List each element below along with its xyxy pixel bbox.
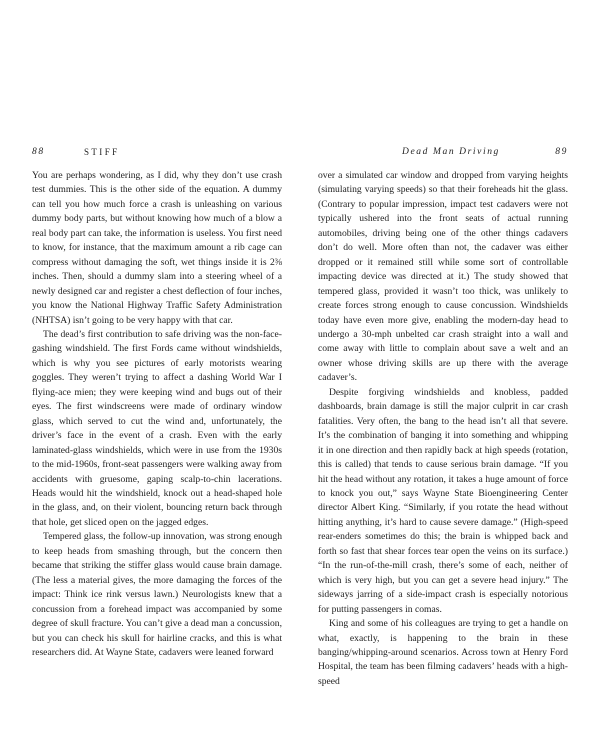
right-paragraph-3: King and some of his colleagues are trying to get a handle on what, exactly, is happening to the brain in these banging/whipping-around scenarios. Across town at Henry Ford Hospital, the team has been filming cadavers’ heads with a high-speed: [318, 618, 568, 687]
left-paragraph-1: You are perhaps wondering, as I did, why they don’t use crash test dummies. This is the other side of the equation. A dummy can tell you how much force a crash is unleashing on various dummy body parts, but without knowing how much of a blow a real body part can take, the information is useless. You first need to know, for instance, that the maximum amount a rib cage can compress without damaging the soft, wet things inside it is 2⅜ inches. Then, should a dummy slam into a steering wheel of a newly designed car and register a chest deflection of four inches, you know the National Highway Traffic Safety Administration (NHTSA) isn’t going to be very happy with that car.: [32, 170, 282, 326]
left-page: [32, 147, 282, 660]
right-paragraph-2: Despite forgiving windshields and knobless, padded dashboards, brain damage is still the major culprit in car crash fatalities. Very often, the bang to the head isn’t all that severe. It’s the combination of banging it into something and whipping it in one direction and then rapidly back at high speeds (rotation, this is called) that tends to cause serious brain damage. “If you hit the head without any rotation, it takes a huge amount of force to knock you out,” says Wayne State Bioengineering Center director Albert King. “Similarly, if you rotate the head without hitting anything, it’s hard to cause severe damage.” (High-speed rear-enders sometimes do this; the brain is whipped back and forth so fast that shear forces tear open the veins on its surface.) “In the run-of-the-mill crash, there’s some of each, neither of which is very high, but you can get a severe head injury.” The sideways jarring of a side-impact crash is especially notorious for putting passengers in comas.: [318, 386, 568, 615]
right-page-number: 89: [555, 147, 568, 157]
left-running-head: [32, 147, 282, 163]
left-page-number: 88: [32, 147, 45, 157]
right-page: [318, 147, 568, 689]
right-running-title: Dead Man Driving: [402, 147, 500, 157]
right-paragraph-1: over a simulated car window and dropped from varying heights (simulating varying speeds) so that their foreheads hit the glass. (Contrary to popular impression, impact test cadavers were not typically ushered into the front seats of actual running automobiles, driving being one of the other things cadavers don’t do well. More often than not, the cadaver was either dropped or it remained still while some sort of controllable impacting device was directed at it.) The study showed that tempered glass, provided it wasn’t too thick, was unlikely to create forces strong enough to cause concussion. Windshields today have even more give, enabling the modern-day head to undergo a 30-mph unbelted car crash straight into a wall and come away with little to complain about save a welt and an owner whose driving skills are up there with the average cadaver’s.: [318, 170, 568, 384]
left-paragraph-2: The dead’s first contribution to safe driving was the non-face-gashing windshield. The first Fords came without windshields, which is why you see pictures of early motorists wearing goggles. They weren’t trying to affect a dashing World War I flying-ace mien; they were keeping wind and bugs out of their eyes. The first windscreens were made of ordinary window glass, which served to cut the wind and, unfortunately, the driver’s face in the event of a crash. Even with the early laminated-glass windshields, which were in use from the 1930s to the mid-1960s, front-seat passengers were walking away from accidents with gruesome, gaping scalp-to-chin lacerations. Heads would hit the windshield, knock out a head-shaped hole in the glass, and, on their violent, bouncing return back through that hole, get sliced open on the jagged edges.: [32, 328, 282, 528]
right-running-head: [318, 147, 568, 163]
left-running-title: STIFF: [84, 147, 120, 157]
left-paragraph-3: Tempered glass, the follow-up innovation, was strong enough to keep heads from smashing through, but the concern then became that striking the stiffer glass would cause brain damage. (The less a material gives, the more damaging the forces of the impact: Think ice rink versus lawn.) Neurologists knew that a concussion from a forehead impact was accompanied by some degree of skull fracture. You can’t give a dead man a concussion, but you can check his skull for hairline cracks, and this is what researchers did. At Wayne State, cadavers were leaned forward: [32, 531, 282, 658]
